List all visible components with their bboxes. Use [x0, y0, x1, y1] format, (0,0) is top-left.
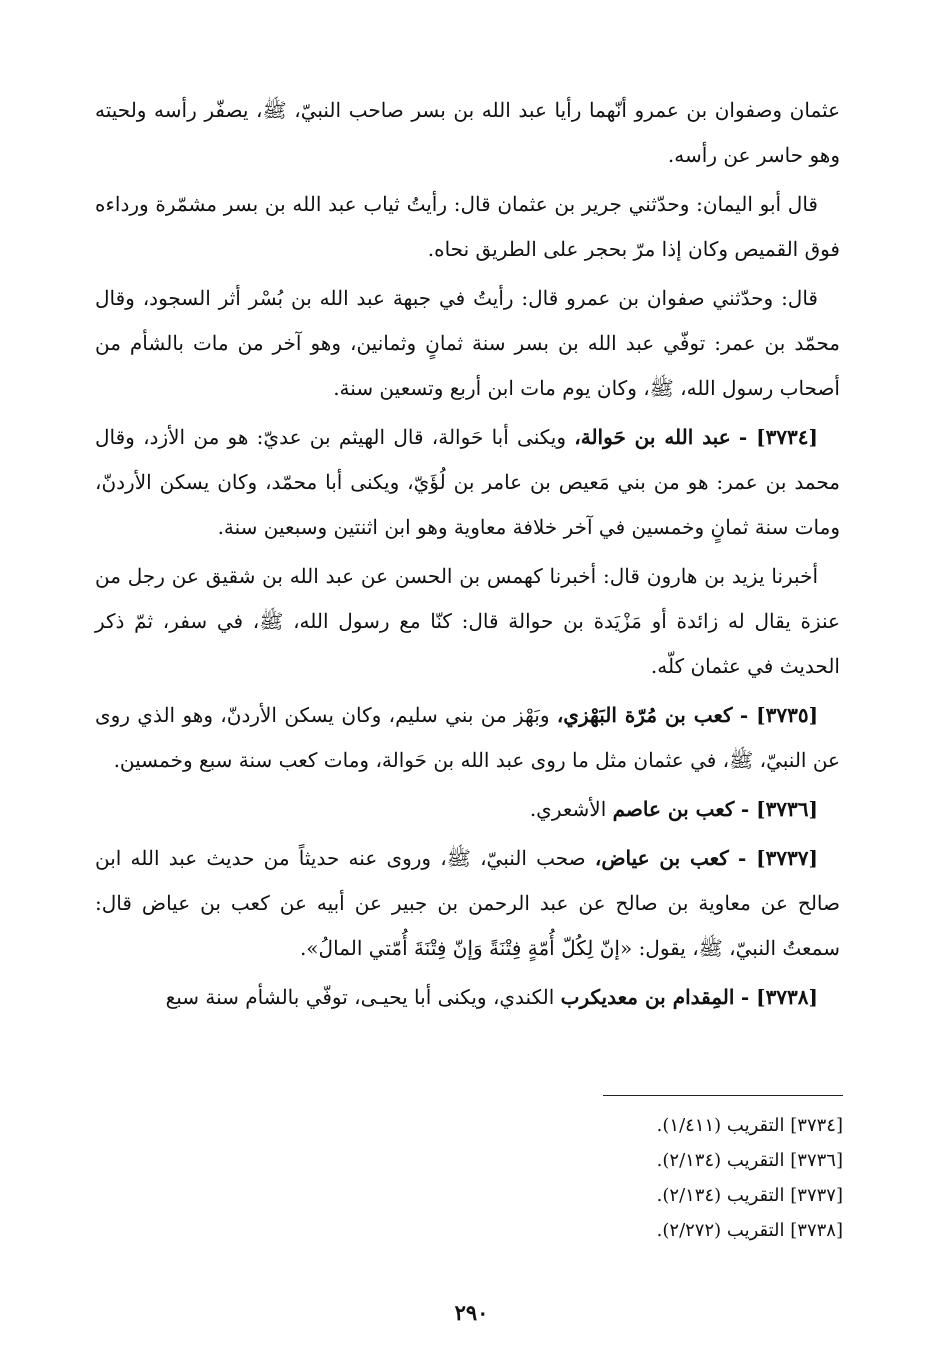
footnote: [٣٧٣٦] التقريب (٢/١٣٤). [656, 1150, 843, 1171]
entry-text: صحب النبيّ، ﷺ، وروى عنه حديثاً من حديث عبد الله ابن صالح عن معاوية بن صالح عن عبد الرحمن بن جبير عن أبيه عن كعب بن عياض قال: سمعتُ النبيّ، ﷺ، يقول: «إنّ لِكُلّ أُمّةٍ فِتْنَةً وَإنّ فِتْنَةَ أُمّتي المالُ». [95, 846, 840, 960]
entry-text: الأشعري. [529, 797, 607, 821]
footnote: [٣٧٣٧] التقريب (٢/١٣٤). [656, 1185, 843, 1206]
paragraph [95, 182, 840, 272]
entry-number: [٣٧٣٦] - [740, 797, 818, 821]
paragraph-text: أخبرنا يزيد بن هارون قال: أخبرنا كهمس بن الحسن عن عبد الله بن شقيق عن رجل من عنزة يقال له زائدة أو مَزْيَدة بن حوالة قال: كنّا مع رسول الله، ﷺ، في سفر، ثمّ ذكر الحديث في عثمان كلّه. [95, 564, 840, 678]
footnote: [٣٧٣٨] التقريب (٢/٢٧٢). [656, 1220, 843, 1241]
entry-name: كعب بن عياض، [594, 846, 729, 870]
entry-number: [٣٧٣٧] - [737, 846, 818, 870]
paragraph [95, 276, 840, 411]
entry-name: عبد الله بن حَوالة، [574, 425, 731, 449]
footnote-separator [603, 1095, 843, 1096]
biography-entry [95, 415, 840, 550]
entry-name: كعب بن عاصم [612, 797, 735, 821]
entry-number: [٣٧٣٥] - [739, 703, 819, 727]
paragraph-text: قال: وحدّثني صفوان بن عمرو قال: رأيتُ في جبهة عبد الله بن بُسْر أثر السجود، وقال محمّد بن عمر: توفّي عبد الله بن بسر سنة ثمانٍ وثمانين، وهو آخر من مات بالشأم من أصحاب رسول الله، ﷺ، وكان يوم مات ابن أربع وتسعين سنة. [95, 286, 840, 400]
footnotes [560, 1108, 843, 1248]
page-number: ٢٩٠ [454, 1300, 489, 1325]
entry-text: الكندي، ويكنى أبا يحيـى، توفّي بالشأم سنة سبع [165, 985, 555, 1009]
biography-entry [95, 787, 840, 832]
main-text-block [95, 88, 840, 1024]
biography-entry [95, 693, 840, 783]
paragraph-text: عثمان وصفوان بن عمرو أنّهما رأيا عبد الله بن بسر صاحب النبيّ، ﷺ، يصفّر رأسه ولحيته وهو حاسر عن رأسه. [95, 98, 840, 167]
paragraph [95, 554, 840, 689]
paragraph [95, 88, 840, 178]
biography-entry [95, 836, 840, 971]
entry-number: [٣٧٣٨] - [740, 985, 818, 1009]
biography-entry [95, 975, 840, 1020]
entry-name: كعب بن مُرّة البَهْزي، [556, 703, 733, 727]
paragraph-text: قال أبو اليمان: وحدّثني جرير بن عثمان قال: رأيتُ ثياب عبد الله بن بسر مشمّرة ورداءه فوق القميص وكان إذا مرّ بحجر على الطريق نحاه. [95, 192, 840, 261]
entry-name: المِقدام بن معديكرب [560, 985, 735, 1009]
entry-text: ويكنى أبا حَوالة، قال الهيثم بن عديّ: هو من الأزد، وقال محمد بن عمر: هو من بني مَعيص بن عامر بن لُؤَيّ، ويكنى أبا محمّد، وكان يسكن الأردنّ، ومات سنة ثمانٍ وخمسين في آخر خلافة معاوية وهو ابن اثنتين وسبعين سنة. [95, 425, 840, 539]
entry-text: وبَهْز من بني سليم، وكان يسكن الأردنّ، وهو الذي روى عن النبيّ، ﷺ، في عثمان مثل ما روى عبد الله بن حَوالة، ومات كعب سنة سبع وخمسين. [95, 703, 840, 772]
entry-number: [٣٧٣٤] - [738, 425, 818, 449]
footnote: [٣٧٣٤] التقريب (١/٤١١). [656, 1115, 843, 1136]
